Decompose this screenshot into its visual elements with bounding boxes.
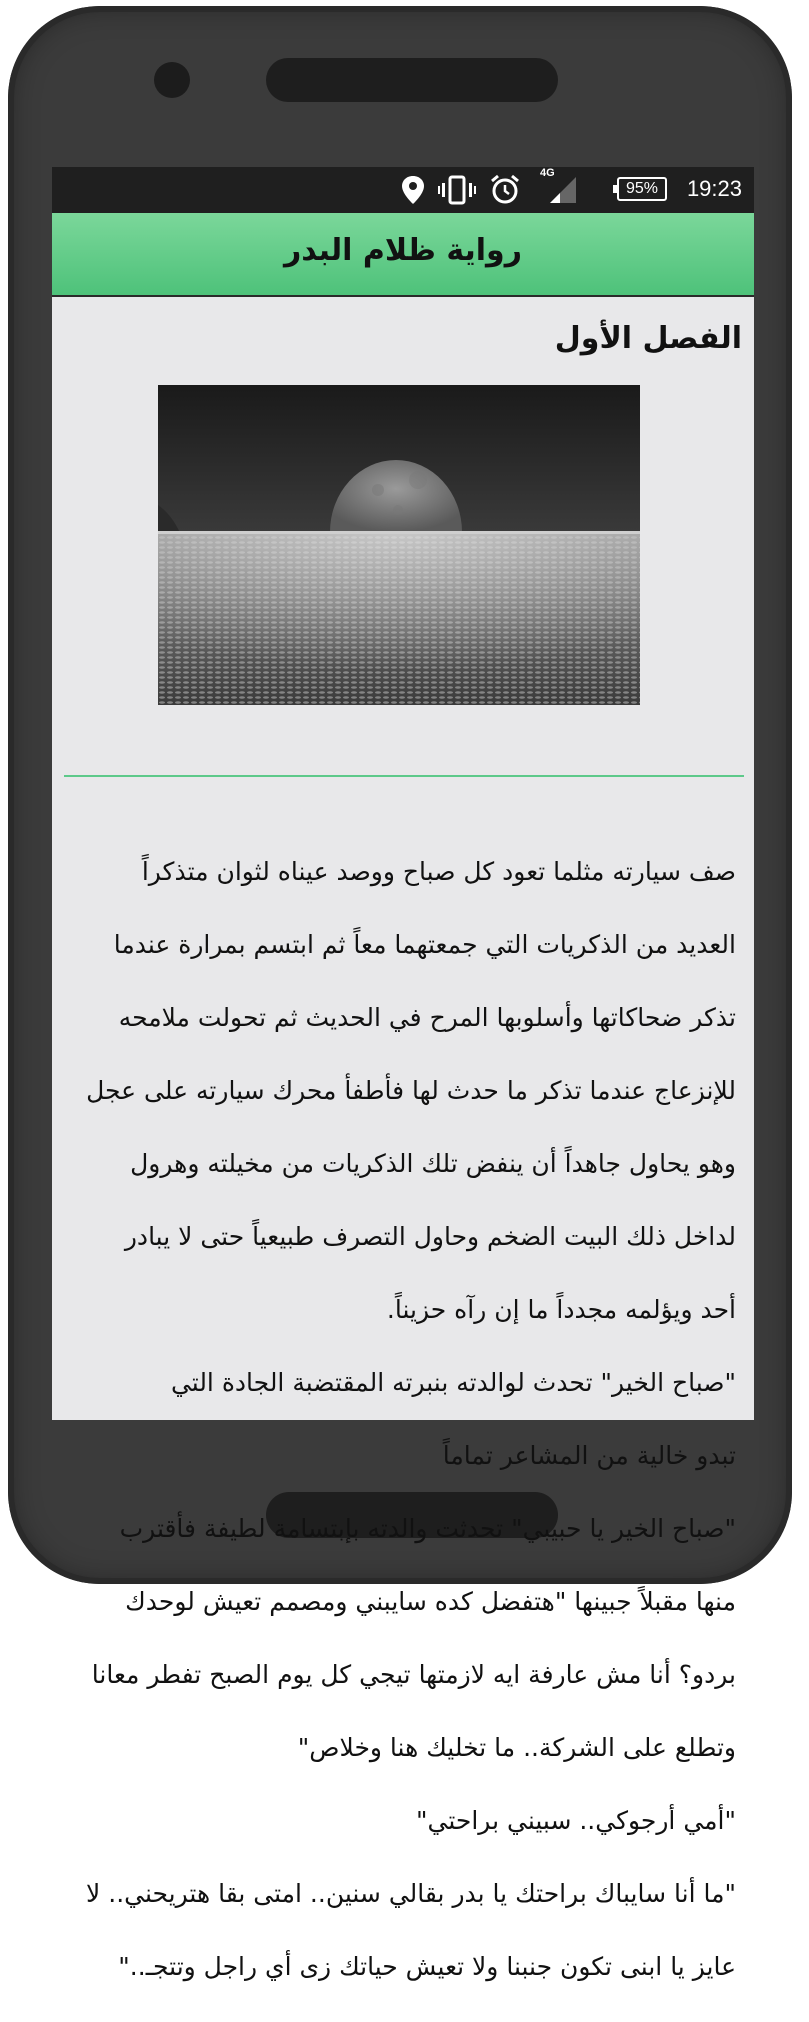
earpiece-speaker xyxy=(266,58,558,102)
moon-over-sea-image xyxy=(158,385,640,705)
text-line: تبدو خالية من المشاعر تماماً xyxy=(442,1440,736,1470)
network-type-label: 4G xyxy=(540,167,555,179)
text-line: أحد ويؤلمه مجدداً ما إن رآه حزيناً. xyxy=(386,1294,736,1324)
screen xyxy=(52,167,754,1981)
status-bar xyxy=(52,167,754,213)
chapter-body xyxy=(78,817,736,2022)
chapter-cover-image xyxy=(158,385,640,705)
front-camera xyxy=(154,62,190,98)
location-icon xyxy=(400,175,426,205)
text-line: وتطلع على الشركة.. ما تخليك هنا وخلاص" xyxy=(297,1732,736,1762)
app-title: رواية ظلام البدر xyxy=(284,233,522,268)
text-line: "صباح الخير" تحدث لوالدته بنبرته المقتضبة الجادة التي xyxy=(170,1367,736,1397)
text-line: لداخل ذلك البيت الضخم وحاول التصرف طبيعياً حتى لا يبادر xyxy=(124,1221,736,1251)
alarm-icon xyxy=(490,175,520,205)
text-line: وهو يحاول جاهداً أن ينفض تلك الذكريات من مخيلته وهرول xyxy=(130,1148,736,1178)
text-line: العديد من الذكريات التي جمعتهما معاً ثم ابتسم بمرارة عندما xyxy=(113,929,736,959)
text-line: "أمي أرجوكي.. سبيني براحتي" xyxy=(416,1805,736,1835)
chapter-title: الفصل الأول xyxy=(554,321,742,356)
text-line: "صباح الخير يا حبيبي" تحدثت والدته بإبتسامة لطيفة فأقترب xyxy=(119,1513,736,1543)
text-line: تذكر ضحاكاتها وأسلوبها المرح في الحديث ثم تحولت ملامحه xyxy=(118,1002,736,1032)
section-divider xyxy=(64,775,744,777)
text-line: للإنزعاج عندما تذكر ما حدث لها فأطفأ محرك سيارته على عجل xyxy=(86,1075,736,1105)
signal-icon xyxy=(548,175,578,205)
text-line: "ما أنا سايباك براحتك يا بدر بقالي سنين.. امتى بقا هتريحني.. لا xyxy=(86,1878,736,1908)
text-line: بردو؟ أنا مش عارفة ايه لازمتها تيجي كل يوم الصبح تفطر معانا xyxy=(91,1659,736,1689)
battery-icon: 95% xyxy=(617,177,667,201)
text-line: منها مقبلاً جبينها "هتفضل كده سايبني ومصمم تعيش لوحدك xyxy=(125,1586,736,1616)
vibrate-icon xyxy=(438,175,476,205)
app-bar xyxy=(52,213,754,297)
status-time: 19:23 xyxy=(686,176,742,201)
text-line: صف سيارته مثلما تعود كل صباح ووصد عيناه لثوان متذكراً xyxy=(141,856,736,886)
text-line: عايز يا ابنى تكون جنبنا ولا تعيش حياتك زى أي راجل وتتجـ.." xyxy=(118,1951,736,1981)
